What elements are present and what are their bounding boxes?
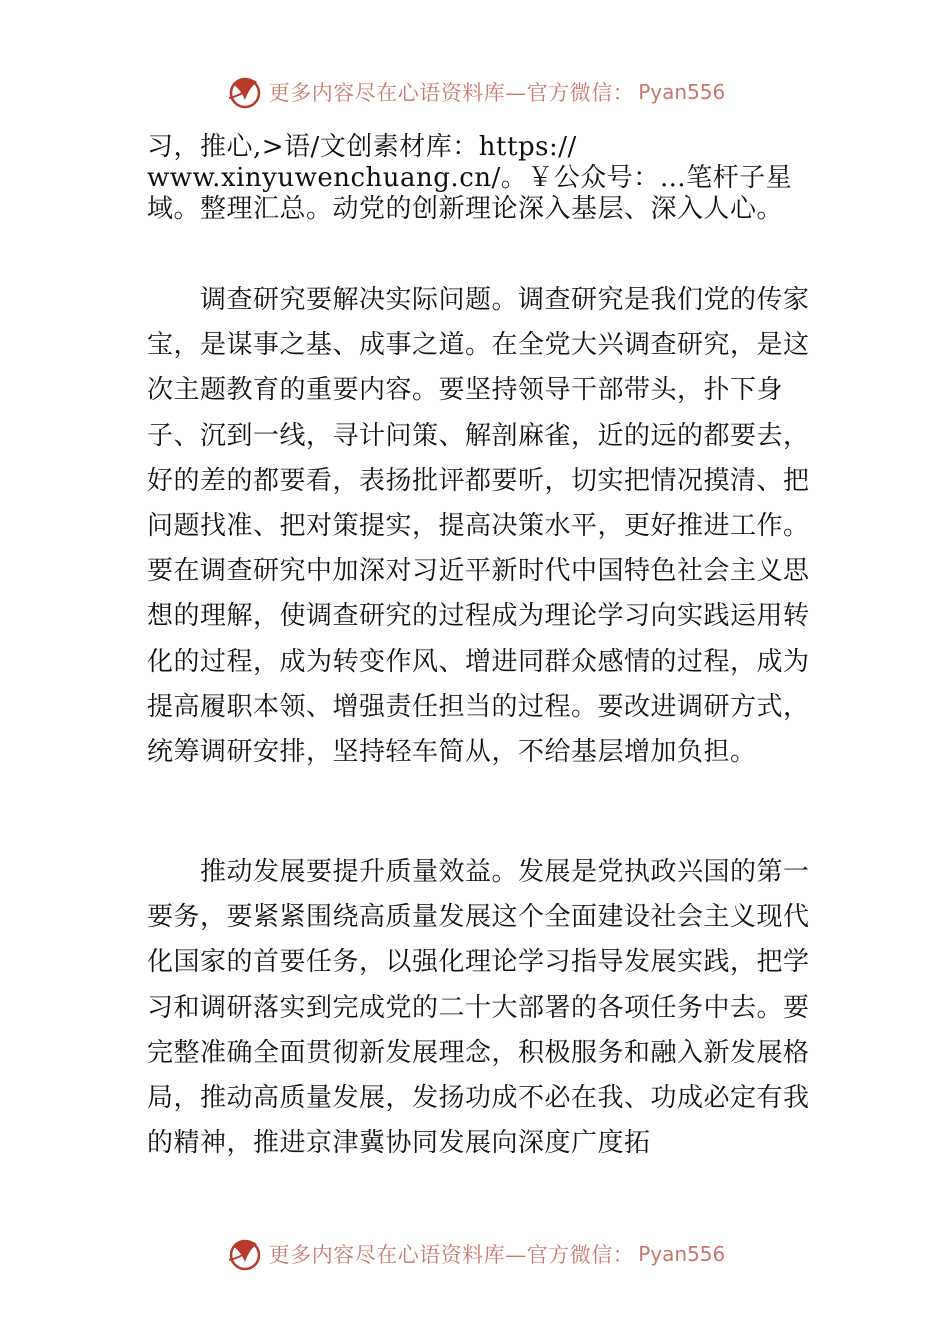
wechat-id: Pyan556 [638,1242,726,1266]
logo-icon [225,72,265,112]
footer-banner [0,1232,950,1276]
paragraph-intro: 习，推心,>语/文创素材库：https:// www.xinyuwenchuang.cn/。￥公众号：…笔杆子星域。整理汇总。动党的创新理论深入基层、深入人心。 [147,132,793,224]
header-banner [0,70,950,114]
paragraph-research: 调查研究要解决实际问题。调查研究是我们党的传家宝，是谋事之基、成事之道。在全党大兴调查研究，是这次主题教育的重要内容。要坚持领导干部带头，扑下身子、沉到一线，寻计问策、解剖麻雀，近的远的都要去，好的差的都要看，表扬批评都要听，切实把情况摸清、把问题找准、把对策提实，提高决策水平，更好推进工作。要在调查研究中加深对习近平新时代中国特色社会主义思想的理解，使调查研究的过程成为理论学习向实践运用转化的过程，成为转变作风、增进同群众感情的过程，成为提高履职本领、增强责任担当的过程。要改进调研方式，统筹调研安排，坚持轻车简从，不给基层增加负担。 [147,285,810,768]
wechat-id: Pyan556 [638,80,726,104]
paragraph-development: 推动发展要提升质量效益。发展是党执政兴国的第一要务，要紧紧围绕高质量发展这个全面建设社会主义现代化国家的首要任务，以强化理论学习指导发展实践，把学习和调研落实到完成党的二十大部署的各项任务中去。要完整准确全面贯彻新发展理念，积极服务和融入新发展格局，推动高质量发展，发扬功成不必在我、功成必定有我的精神，推进京津冀协同发展向深度广度拓 [147,857,810,1159]
banner-text: 更多内容尽在心语资料库—官方微信： [268,81,635,105]
banner-text: 更多内容尽在心语资料库—官方微信： [268,1243,635,1267]
logo-icon [225,1234,265,1274]
